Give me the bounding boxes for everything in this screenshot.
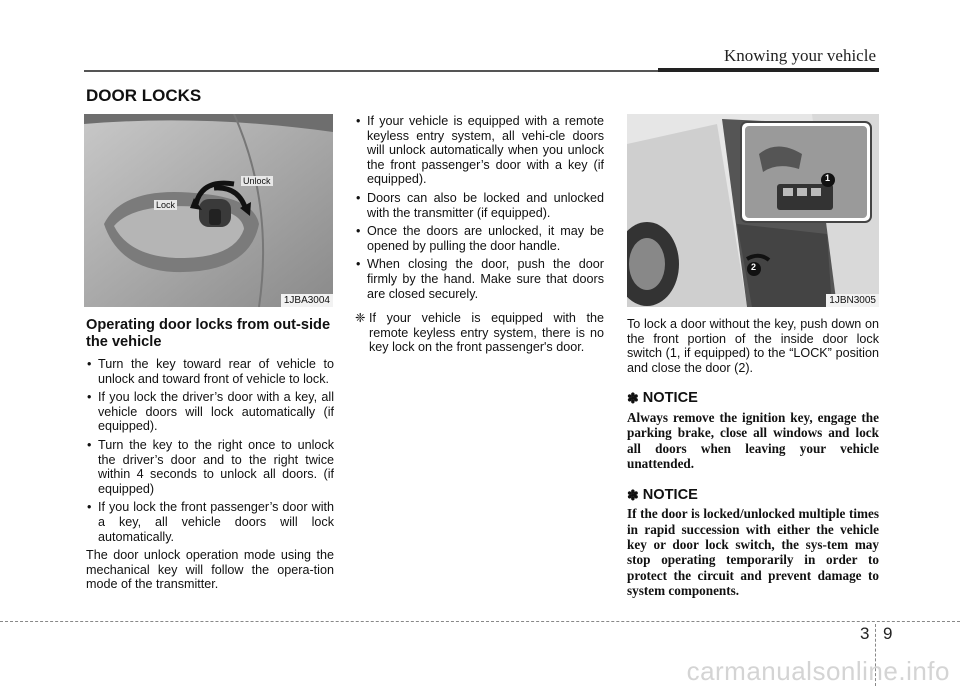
body-paragraph: To lock a door without the key, push down on the front portion of the inside door lock switch (1, if equipped) to the “LOCK” position and close the door (2). bbox=[627, 317, 879, 375]
column-middle bbox=[355, 114, 604, 355]
notice-title: NOTICE bbox=[642, 390, 698, 407]
watermark: carmanualsonline.info bbox=[686, 656, 950, 686]
section-title: DOOR LOCKS bbox=[86, 86, 202, 105]
label-lock: Lock bbox=[156, 200, 176, 210]
figure-code: 1JBN3005 bbox=[826, 294, 879, 307]
header-rule-accent bbox=[658, 68, 879, 72]
subsection-heading: Operating door locks from out-side the vehicle bbox=[86, 317, 331, 350]
notice-title: NOTICE bbox=[642, 486, 698, 503]
notice-star-icon: ✽ bbox=[627, 486, 639, 503]
notice-heading bbox=[627, 488, 879, 503]
note-mark: ❈ bbox=[355, 311, 366, 326]
bullet-list bbox=[86, 357, 334, 544]
notice-body: Always remove the ignition key, engage the parking brake, close all windows and lock all doors when leaving your vehicle unattended. bbox=[627, 409, 879, 472]
figure-code: 1JBA3004 bbox=[281, 294, 333, 307]
note-text: If your vehicle is equipped with the remote keyless entry system, there is no key lock on the front passenger's door. bbox=[369, 311, 604, 355]
column-right bbox=[627, 317, 879, 603]
notice-heading bbox=[627, 391, 879, 406]
door-switch-illustration bbox=[627, 114, 879, 307]
list-item: • Turn the key toward rear of vehicle to unlock and toward front of vehicle to lock. bbox=[86, 357, 334, 386]
list-item: • If you lock the driver’s door with a key, all vehicle doors will lock automatically (if equipped). bbox=[86, 390, 334, 434]
callout-1: 1 bbox=[825, 173, 831, 183]
label-unlock: Unlock bbox=[243, 176, 271, 186]
door-switch-figure bbox=[627, 114, 879, 307]
notice-star-icon: ✽ bbox=[627, 390, 639, 407]
list-item: • If your vehicle is equipped with a remote keyless entry system, all vehi-cle doors will unlock automatically when you unlock the front passenger’s door with a key (if equipped). bbox=[355, 114, 604, 187]
list-item: • If you lock the front passenger’s door with a key, all vehicle doors will lock automatically. bbox=[86, 500, 334, 544]
list-item: • Doors can also be locked and unlocked with the transmitter (if equipped). bbox=[355, 191, 604, 220]
footer-rule bbox=[0, 621, 960, 622]
door-handle-illustration bbox=[84, 114, 333, 307]
notice-block bbox=[627, 488, 879, 599]
column-left bbox=[86, 317, 334, 596]
list-item: • Once the doors are unlocked, it may be opened by pulling the door handle. bbox=[355, 224, 604, 253]
door-handle-figure bbox=[84, 114, 333, 307]
callout-2: 2 bbox=[751, 262, 757, 272]
notice-body: If the door is locked/unlocked multiple times in rapid succession with either the vehicle key or door lock switch, the sys-tem may stop operating temporarily in order to protect the circuit and prevent damage to system components. bbox=[627, 506, 879, 599]
chapter-number: 3 bbox=[860, 624, 870, 643]
running-header: Knowing your vehicle bbox=[723, 46, 876, 65]
note bbox=[355, 311, 604, 355]
list-item: • When closing the door, push the door firmly by the hand. Make sure that doors are closed securely. bbox=[355, 257, 604, 301]
body-paragraph: The door unlock operation mode using the mechanical key will follow the opera-tion mode of the transmitter. bbox=[86, 548, 334, 592]
page-number: 9 bbox=[883, 624, 893, 643]
notice-block bbox=[627, 391, 879, 471]
list-item: • Turn the key to the right once to unlock the driver’s door and to the right twice within 4 seconds to unlock all doors. (if equipped) bbox=[86, 438, 334, 496]
bullet-list bbox=[355, 114, 604, 301]
